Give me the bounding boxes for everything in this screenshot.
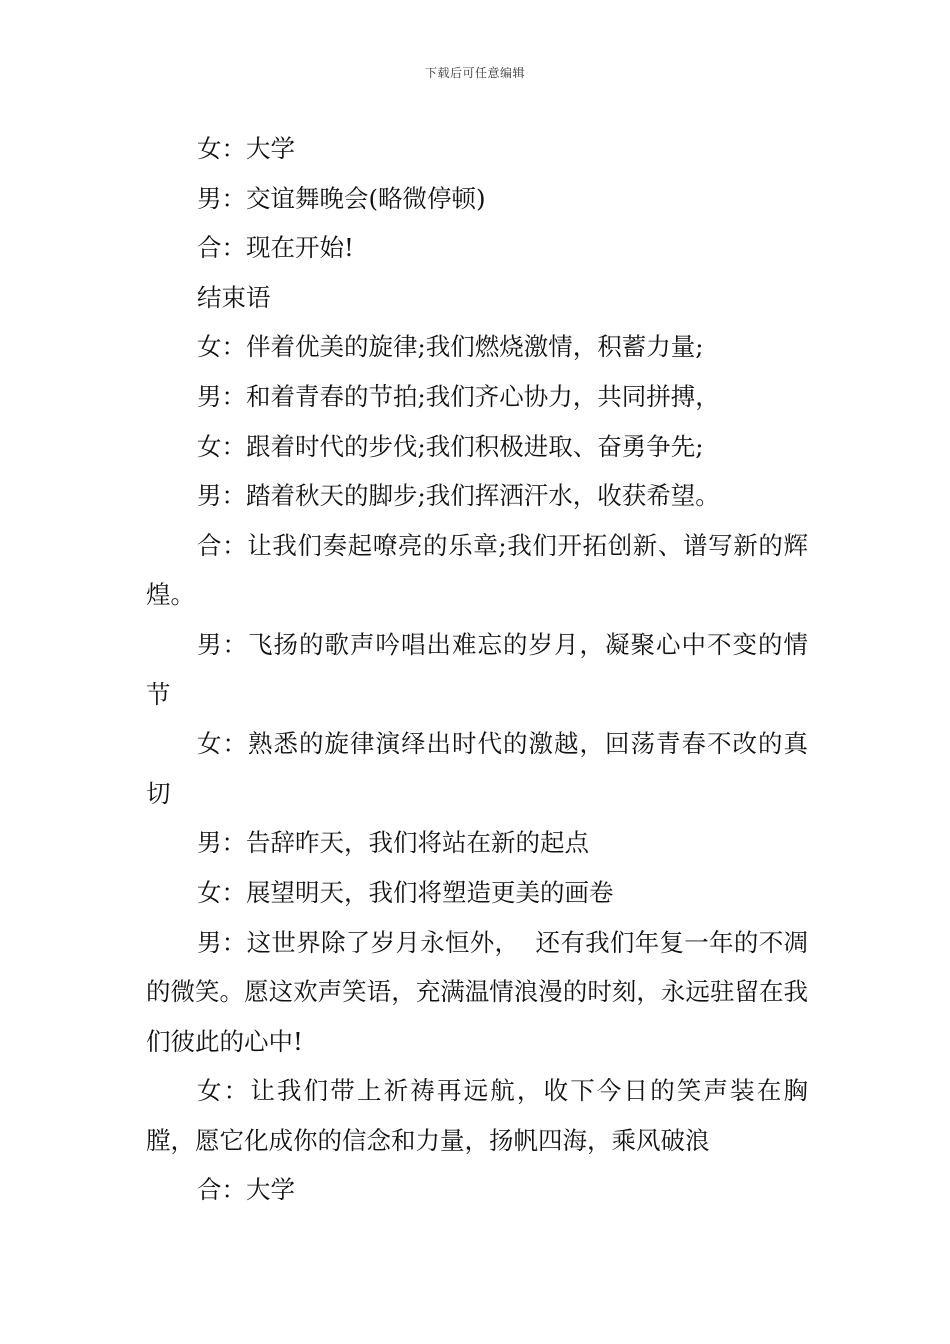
document-body [146,124,808,1215]
paragraph: 女：跟着时代的步伐;我们积极进取、奋勇争先; [197,431,704,461]
section-heading: 结束语 [197,282,271,312]
paragraph: 女：伴着优美的旋律;我们燃烧激情，积蓄力量; [197,332,704,362]
paragraph: 女：大学 [197,134,295,163]
paragraph: 男：告辞昨天，我们将站在新的起点 [197,828,589,858]
page-header-note: 下载后可任意编辑 [424,66,525,80]
paragraph: 女：熟悉的旋律演绎出时代的激越，回荡青春不改的真切 [146,729,808,808]
paragraph: 男：这世界除了岁月永恒外， 还有我们年复一年的不凋的微笑。愿这欢声笑语，充满温情浪漫的时刻，永远驻留在我们彼此的心中! [146,927,808,1056]
paragraph: 男：踏着秋天的脚步;我们挥洒汗水，收获希望。 [197,481,720,511]
paragraph: 女：让我们带上祈祷再远航，收下今日的笑声装在胸膛，愿它化成你的信念和力量，扬帆四海，乘风破浪 [146,1076,808,1155]
paragraph: 合：大学 [197,1175,295,1205]
paragraph: 合：现在开始! [197,233,354,263]
paragraph: 男：飞扬的歌声吟唱出难忘的岁月，凝聚心中不变的情节 [146,629,808,709]
paragraph: 男：交谊舞晚会(略微停顿) [197,183,486,213]
paragraph: 女：展望明天，我们将塑造更美的画卷 [197,877,614,907]
paragraph: 男：和着青春的节拍;我们齐心协力，共同拼搏， [197,381,720,411]
paragraph: 合：让我们奏起嘹亮的乐章;我们开拓创新、谱写新的辉煌。 [146,530,808,610]
